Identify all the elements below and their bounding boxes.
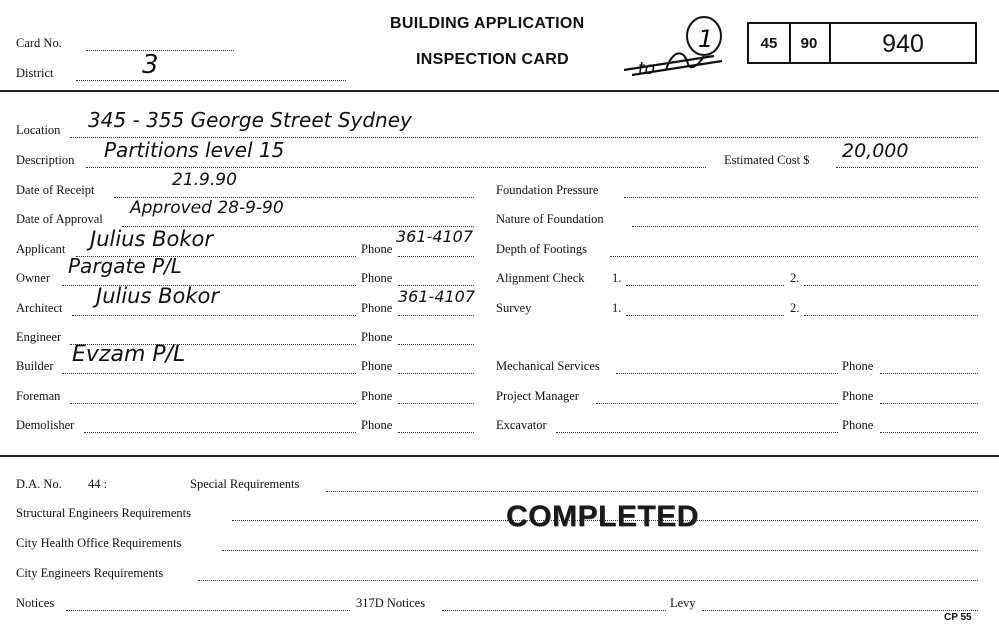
engineer-phone-field	[398, 344, 474, 345]
mechanical-services-label: Mechanical Services	[496, 359, 600, 373]
engineer-phone-label: Phone	[361, 330, 393, 344]
builder-value: Evzam P/L	[72, 342, 186, 367]
project-manager-label: Project Manager	[496, 389, 579, 403]
foreman-label: Foreman	[16, 389, 61, 403]
applicant-value: Julius Bokor	[90, 227, 213, 251]
form-title-line1: BUILDING APPLICATION	[390, 15, 585, 32]
mechanical-phone-label: Phone	[842, 359, 874, 373]
depth-of-footings-field	[610, 256, 978, 257]
depth-of-footings-label: Depth of Footings	[496, 242, 587, 256]
foreman-phone-field	[398, 403, 474, 404]
excavator-phone-field	[880, 432, 978, 433]
district-field	[76, 80, 346, 81]
description-value: Partitions level 15	[104, 138, 285, 162]
excavator-phone-label: Phone	[842, 418, 874, 432]
owner-label: Owner	[16, 271, 51, 285]
architect-value: Julius Bokor	[96, 284, 219, 308]
architect-label: Architect	[16, 301, 63, 315]
circled-number-text: 1	[698, 25, 714, 53]
estimated-cost-value: 20,000	[842, 140, 909, 162]
district-label: District	[16, 66, 54, 80]
city-engineers-label: City Engineers Requirements	[16, 566, 164, 580]
applicant-phone-field	[398, 256, 474, 257]
architect-phone-field	[398, 315, 474, 316]
form-title-line2: INSPECTION CARD	[416, 51, 569, 68]
struck-text: to	[638, 59, 656, 78]
footer-divider	[0, 455, 999, 457]
excavator-label: Excavator	[496, 418, 547, 432]
city-health-field	[222, 550, 978, 551]
nature-of-foundation-label: Nature of Foundation	[496, 212, 604, 226]
notices-317d-field	[442, 610, 666, 611]
builder-label: Builder	[16, 359, 54, 373]
demolisher-phone-field	[398, 432, 474, 433]
circled-number-mark	[618, 8, 730, 78]
engineer-label: Engineer	[16, 330, 62, 344]
alignment-check-1-field	[626, 285, 784, 286]
form-code: CP 55	[944, 612, 972, 623]
nature-of-foundation-field	[632, 226, 978, 227]
demolisher-phone-label: Phone	[361, 418, 393, 432]
district-value: 3	[142, 50, 159, 80]
estimated-cost-field	[836, 167, 978, 168]
da-no-label: D.A. No.	[16, 477, 62, 491]
alignment-check-label: Alignment Check	[496, 271, 585, 285]
city-engineers-field	[198, 580, 978, 581]
notices-field	[66, 610, 350, 611]
header-divider	[0, 90, 999, 92]
code-box-group	[747, 22, 977, 64]
code-box-a: 45	[749, 24, 791, 62]
description-label: Description	[16, 153, 75, 167]
owner-phone-label: Phone	[361, 271, 393, 285]
foundation-pressure-label: Foundation Pressure	[496, 183, 599, 197]
location-label: Location	[16, 123, 61, 137]
architect-phone-value: 361-4107	[398, 287, 476, 306]
description-field	[86, 167, 706, 168]
excavator-field	[556, 432, 838, 433]
completed-stamp: COMPLETED	[506, 500, 699, 533]
notices-label: Notices	[16, 596, 55, 610]
survey-1-label: 1.	[612, 301, 622, 315]
builder-phone-label: Phone	[361, 359, 393, 373]
project-manager-phone-label: Phone	[842, 389, 874, 403]
alignment-check-2-field	[804, 285, 978, 286]
mechanical-phone-field	[880, 373, 978, 374]
survey-2-field	[804, 315, 978, 316]
demolisher-field	[84, 432, 356, 433]
applicant-phone-value: 361-4107	[396, 227, 474, 246]
owner-value: Pargate P/L	[68, 254, 182, 278]
city-health-label: City Health Office Requirements	[16, 536, 182, 550]
approval-label: Date of Approval	[16, 212, 103, 226]
code-box-b: 90	[789, 24, 831, 62]
demolisher-label: Demolisher	[16, 418, 75, 432]
applicant-phone-label: Phone	[361, 242, 393, 256]
estimated-cost-label: Estimated Cost $	[724, 153, 810, 167]
builder-phone-field	[398, 373, 474, 374]
receipt-value: 21.9.90	[172, 170, 237, 190]
code-box-c: 940	[882, 30, 924, 58]
receipt-label: Date of Receipt	[16, 183, 95, 197]
foreman-phone-label: Phone	[361, 389, 393, 403]
card-no-field	[86, 50, 234, 51]
structural-label: Structural Engineers Requirements	[16, 506, 191, 520]
alignment-check-1-label: 1.	[612, 271, 622, 285]
project-manager-phone-field	[880, 403, 978, 404]
special-requirements-label: Special Requirements	[190, 477, 300, 491]
location-value: 345 - 355 George Street Sydney	[88, 108, 412, 132]
survey-label: Survey	[496, 301, 532, 315]
alignment-check-2-label: 2.	[790, 271, 800, 285]
survey-1-field	[626, 315, 784, 316]
project-manager-field	[596, 403, 838, 404]
builder-field	[62, 373, 356, 374]
mechanical-services-field	[616, 373, 838, 374]
architect-field	[72, 315, 356, 316]
foundation-pressure-field	[624, 197, 978, 198]
survey-2-label: 2.	[790, 301, 800, 315]
card-no-label: Card No.	[16, 36, 62, 50]
approval-value: Approved 28-9-90	[130, 198, 284, 218]
levy-field	[702, 610, 978, 611]
levy-label: Levy	[670, 596, 696, 610]
architect-phone-label: Phone	[361, 301, 393, 315]
special-requirements-field	[326, 491, 978, 492]
applicant-label: Applicant	[16, 242, 66, 256]
owner-phone-field	[398, 285, 474, 286]
notices-317d-label: 317D Notices	[356, 596, 426, 610]
foreman-field	[70, 403, 356, 404]
da-no-value: 44 :	[88, 477, 108, 491]
